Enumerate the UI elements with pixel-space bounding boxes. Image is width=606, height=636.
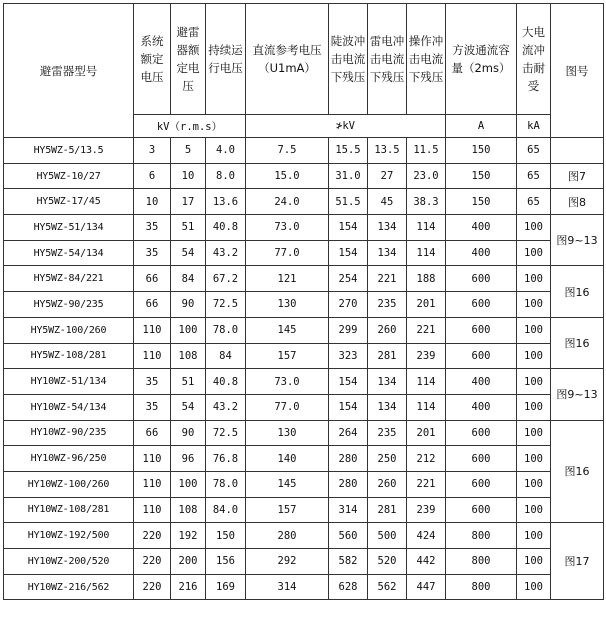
cell-dc-reference: 73.0 (246, 215, 329, 241)
cell-system-voltage: 220 (134, 549, 171, 575)
cell-steep-wave: 270 (329, 292, 368, 318)
cell-steep-wave: 51.5 (329, 189, 368, 215)
table-row (4, 189, 604, 215)
cell-model: HY10WZ-90/235 (4, 420, 134, 446)
cell-lightning: 260 (368, 471, 407, 497)
cell-arrester-voltage: 51 (171, 369, 206, 395)
cell-steep-wave: 628 (329, 574, 368, 600)
cell-high-current: 65 (517, 138, 551, 164)
cell-model: HY10WZ-192/500 (4, 523, 134, 549)
cell-dc-reference: 280 (246, 523, 329, 549)
cell-high-current: 100 (517, 215, 551, 241)
cell-model: HY5WZ-5/13.5 (4, 138, 134, 164)
cell-system-voltage: 35 (134, 394, 171, 420)
cell-dc-reference: 130 (246, 292, 329, 318)
table-row (4, 446, 604, 472)
cell-square-wave: 800 (446, 574, 517, 600)
cell-switching: 201 (407, 420, 446, 446)
unit-ka: kA (517, 115, 551, 138)
cell-system-voltage: 110 (134, 343, 171, 369)
cell-continuous-voltage: 40.8 (206, 215, 246, 241)
cell-square-wave: 800 (446, 523, 517, 549)
cell-model: HY5WZ-51/134 (4, 215, 134, 241)
cell-model: HY5WZ-90/235 (4, 292, 134, 318)
cell-square-wave: 600 (446, 292, 517, 318)
cell-switching: 23.0 (407, 163, 446, 189)
cell-arrester-voltage: 10 (171, 163, 206, 189)
cell-steep-wave: 154 (329, 215, 368, 241)
header-row (4, 4, 604, 115)
table-row (4, 394, 604, 420)
cell-switching: 114 (407, 394, 446, 420)
cell-steep-wave: 280 (329, 446, 368, 472)
table-row (4, 292, 604, 318)
cell-continuous-voltage: 8.0 (206, 163, 246, 189)
cell-high-current: 65 (517, 163, 551, 189)
cell-system-voltage: 110 (134, 497, 171, 523)
cell-system-voltage: 220 (134, 523, 171, 549)
cell-switching: 212 (407, 446, 446, 472)
table-row (4, 138, 604, 164)
cell-switching: 447 (407, 574, 446, 600)
cell-high-current: 100 (517, 394, 551, 420)
cell-lightning: 260 (368, 317, 407, 343)
cell-lightning: 221 (368, 266, 407, 292)
cell-switching: 239 (407, 343, 446, 369)
cell-dc-reference: 157 (246, 497, 329, 523)
table-row (4, 420, 604, 446)
cell-system-voltage: 35 (134, 240, 171, 266)
cell-continuous-voltage: 84 (206, 343, 246, 369)
cell-square-wave: 600 (446, 317, 517, 343)
cell-switching: 38.3 (407, 189, 446, 215)
cell-continuous-voltage: 156 (206, 549, 246, 575)
cell-high-current: 100 (517, 471, 551, 497)
cell-high-current: 100 (517, 343, 551, 369)
cell-system-voltage: 66 (134, 292, 171, 318)
cell-switching: 114 (407, 240, 446, 266)
cell-continuous-voltage: 169 (206, 574, 246, 600)
cell-arrester-voltage: 90 (171, 420, 206, 446)
cell-square-wave: 150 (446, 163, 517, 189)
cell-figure: 图16 (551, 266, 604, 317)
cell-dc-reference: 145 (246, 317, 329, 343)
cell-model: HY5WZ-84/221 (4, 266, 134, 292)
cell-high-current: 100 (517, 446, 551, 472)
cell-continuous-voltage: 13.6 (206, 189, 246, 215)
table-row (4, 215, 604, 241)
cell-lightning: 562 (368, 574, 407, 600)
cell-system-voltage: 35 (134, 369, 171, 395)
header-square-wave: 方波通流容量（2ms） (446, 4, 517, 115)
cell-system-voltage: 220 (134, 574, 171, 600)
cell-switching: 11.5 (407, 138, 446, 164)
cell-dc-reference: 292 (246, 549, 329, 575)
cell-lightning: 134 (368, 394, 407, 420)
cell-arrester-voltage: 5 (171, 138, 206, 164)
cell-square-wave: 150 (446, 189, 517, 215)
cell-square-wave: 800 (446, 549, 517, 575)
header-switching: 操作冲击电流下残压 (407, 4, 446, 115)
cell-lightning: 520 (368, 549, 407, 575)
cell-switching: 188 (407, 266, 446, 292)
cell-arrester-voltage: 90 (171, 292, 206, 318)
cell-lightning: 235 (368, 292, 407, 318)
table-row (4, 549, 604, 575)
cell-steep-wave: 154 (329, 240, 368, 266)
cell-continuous-voltage: 78.0 (206, 471, 246, 497)
cell-switching: 221 (407, 317, 446, 343)
cell-continuous-voltage: 43.2 (206, 394, 246, 420)
cell-high-current: 100 (517, 266, 551, 292)
cell-square-wave: 400 (446, 369, 517, 395)
cell-figure: 图7 (551, 163, 604, 189)
cell-arrester-voltage: 100 (171, 317, 206, 343)
cell-high-current: 100 (517, 549, 551, 575)
cell-square-wave: 600 (446, 343, 517, 369)
cell-model: HY10WZ-200/520 (4, 549, 134, 575)
cell-arrester-voltage: 51 (171, 215, 206, 241)
cell-arrester-voltage: 100 (171, 471, 206, 497)
cell-dc-reference: 7.5 (246, 138, 329, 164)
table-row (4, 343, 604, 369)
cell-square-wave: 150 (446, 138, 517, 164)
header-high-current: 大电流冲击耐受 (517, 4, 551, 115)
header-model: 避雷器型号 (4, 4, 134, 138)
cell-model: HY5WZ-54/134 (4, 240, 134, 266)
cell-steep-wave: 314 (329, 497, 368, 523)
cell-model: HY10WZ-108/281 (4, 497, 134, 523)
cell-dc-reference: 130 (246, 420, 329, 446)
header-arrester-voltage: 避雷器额定电压 (171, 4, 206, 115)
cell-figure: 图9~13 (551, 369, 604, 420)
cell-high-current: 100 (517, 369, 551, 395)
cell-square-wave: 600 (446, 497, 517, 523)
cell-dc-reference: 77.0 (246, 240, 329, 266)
table-row (4, 317, 604, 343)
cell-high-current: 100 (517, 420, 551, 446)
cell-figure (551, 138, 604, 164)
cell-switching: 221 (407, 471, 446, 497)
cell-switching: 424 (407, 523, 446, 549)
cell-figure: 图17 (551, 523, 604, 600)
cell-system-voltage: 10 (134, 189, 171, 215)
cell-lightning: 281 (368, 497, 407, 523)
cell-model: HY5WZ-10/27 (4, 163, 134, 189)
cell-system-voltage: 3 (134, 138, 171, 164)
cell-steep-wave: 31.0 (329, 163, 368, 189)
cell-lightning: 13.5 (368, 138, 407, 164)
cell-high-current: 100 (517, 523, 551, 549)
cell-continuous-voltage: 150 (206, 523, 246, 549)
cell-model: HY10WZ-100/260 (4, 471, 134, 497)
cell-steep-wave: 299 (329, 317, 368, 343)
cell-arrester-voltage: 108 (171, 343, 206, 369)
cell-high-current: 100 (517, 292, 551, 318)
cell-lightning: 281 (368, 343, 407, 369)
cell-high-current: 100 (517, 574, 551, 600)
cell-lightning: 250 (368, 446, 407, 472)
unit-kv-rms: kV（r.m.s） (134, 115, 246, 138)
cell-dc-reference: 157 (246, 343, 329, 369)
cell-arrester-voltage: 108 (171, 497, 206, 523)
cell-system-voltage: 110 (134, 471, 171, 497)
table-row (4, 240, 604, 266)
table-row (4, 574, 604, 600)
cell-arrester-voltage: 200 (171, 549, 206, 575)
cell-dc-reference: 314 (246, 574, 329, 600)
cell-switching: 201 (407, 292, 446, 318)
cell-square-wave: 400 (446, 394, 517, 420)
cell-high-current: 100 (517, 497, 551, 523)
cell-lightning: 235 (368, 420, 407, 446)
cell-model: HY10WZ-54/134 (4, 394, 134, 420)
cell-dc-reference: 15.0 (246, 163, 329, 189)
unit-a: A (446, 115, 517, 138)
table-row (4, 471, 604, 497)
cell-steep-wave: 323 (329, 343, 368, 369)
cell-arrester-voltage: 216 (171, 574, 206, 600)
cell-continuous-voltage: 67.2 (206, 266, 246, 292)
cell-square-wave: 400 (446, 240, 517, 266)
cell-figure: 图16 (551, 420, 604, 523)
cell-dc-reference: 140 (246, 446, 329, 472)
header-figure: 图号 (551, 4, 604, 138)
table-row (4, 369, 604, 395)
cell-square-wave: 600 (446, 420, 517, 446)
header-lightning: 雷电冲击电流下残压 (368, 4, 407, 115)
cell-steep-wave: 582 (329, 549, 368, 575)
cell-arrester-voltage: 84 (171, 266, 206, 292)
cell-lightning: 45 (368, 189, 407, 215)
cell-dc-reference: 77.0 (246, 394, 329, 420)
cell-dc-reference: 73.0 (246, 369, 329, 395)
cell-arrester-voltage: 192 (171, 523, 206, 549)
cell-continuous-voltage: 78.0 (206, 317, 246, 343)
cell-system-voltage: 35 (134, 215, 171, 241)
cell-square-wave: 600 (446, 446, 517, 472)
table-row (4, 163, 604, 189)
cell-figure: 图9~13 (551, 215, 604, 266)
cell-steep-wave: 560 (329, 523, 368, 549)
cell-steep-wave: 154 (329, 394, 368, 420)
cell-steep-wave: 280 (329, 471, 368, 497)
cell-square-wave: 600 (446, 266, 517, 292)
arrester-spec-table (3, 3, 604, 600)
table-row (4, 266, 604, 292)
cell-high-current: 100 (517, 317, 551, 343)
cell-lightning: 134 (368, 215, 407, 241)
header-continuous-voltage: 持续运行电压 (206, 4, 246, 115)
cell-continuous-voltage: 84.0 (206, 497, 246, 523)
cell-lightning: 134 (368, 240, 407, 266)
cell-dc-reference: 24.0 (246, 189, 329, 215)
cell-arrester-voltage: 96 (171, 446, 206, 472)
cell-continuous-voltage: 76.8 (206, 446, 246, 472)
cell-system-voltage: 66 (134, 420, 171, 446)
header-system-voltage: 系统额定电压 (134, 4, 171, 115)
cell-model: HY5WZ-108/281 (4, 343, 134, 369)
cell-lightning: 134 (368, 369, 407, 395)
cell-switching: 442 (407, 549, 446, 575)
cell-system-voltage: 110 (134, 446, 171, 472)
cell-model: HY10WZ-96/250 (4, 446, 134, 472)
table-row (4, 497, 604, 523)
cell-arrester-voltage: 54 (171, 240, 206, 266)
cell-model: HY10WZ-51/134 (4, 369, 134, 395)
cell-square-wave: 600 (446, 471, 517, 497)
cell-continuous-voltage: 43.2 (206, 240, 246, 266)
cell-figure: 图16 (551, 317, 604, 368)
cell-model: HY10WZ-216/562 (4, 574, 134, 600)
cell-switching: 114 (407, 369, 446, 395)
cell-system-voltage: 6 (134, 163, 171, 189)
cell-steep-wave: 154 (329, 369, 368, 395)
cell-system-voltage: 66 (134, 266, 171, 292)
header-steep-wave: 陡波冲击电流下残压 (329, 4, 368, 115)
cell-arrester-voltage: 17 (171, 189, 206, 215)
cell-continuous-voltage: 40.8 (206, 369, 246, 395)
cell-dc-reference: 145 (246, 471, 329, 497)
cell-system-voltage: 110 (134, 317, 171, 343)
table-row (4, 523, 604, 549)
cell-switching: 114 (407, 215, 446, 241)
cell-model: HY5WZ-100/260 (4, 317, 134, 343)
unit-kv: ≯kV (246, 115, 446, 138)
header-dc-reference: 直流参考电压（U1mA） (246, 4, 329, 115)
cell-continuous-voltage: 72.5 (206, 420, 246, 446)
cell-steep-wave: 15.5 (329, 138, 368, 164)
cell-continuous-voltage: 4.0 (206, 138, 246, 164)
cell-model: HY5WZ-17/45 (4, 189, 134, 215)
cell-square-wave: 400 (446, 215, 517, 241)
cell-dc-reference: 121 (246, 266, 329, 292)
cell-lightning: 500 (368, 523, 407, 549)
cell-switching: 239 (407, 497, 446, 523)
cell-high-current: 100 (517, 240, 551, 266)
cell-steep-wave: 264 (329, 420, 368, 446)
cell-continuous-voltage: 72.5 (206, 292, 246, 318)
cell-lightning: 27 (368, 163, 407, 189)
cell-figure: 图8 (551, 189, 604, 215)
cell-steep-wave: 254 (329, 266, 368, 292)
cell-arrester-voltage: 54 (171, 394, 206, 420)
cell-high-current: 65 (517, 189, 551, 215)
